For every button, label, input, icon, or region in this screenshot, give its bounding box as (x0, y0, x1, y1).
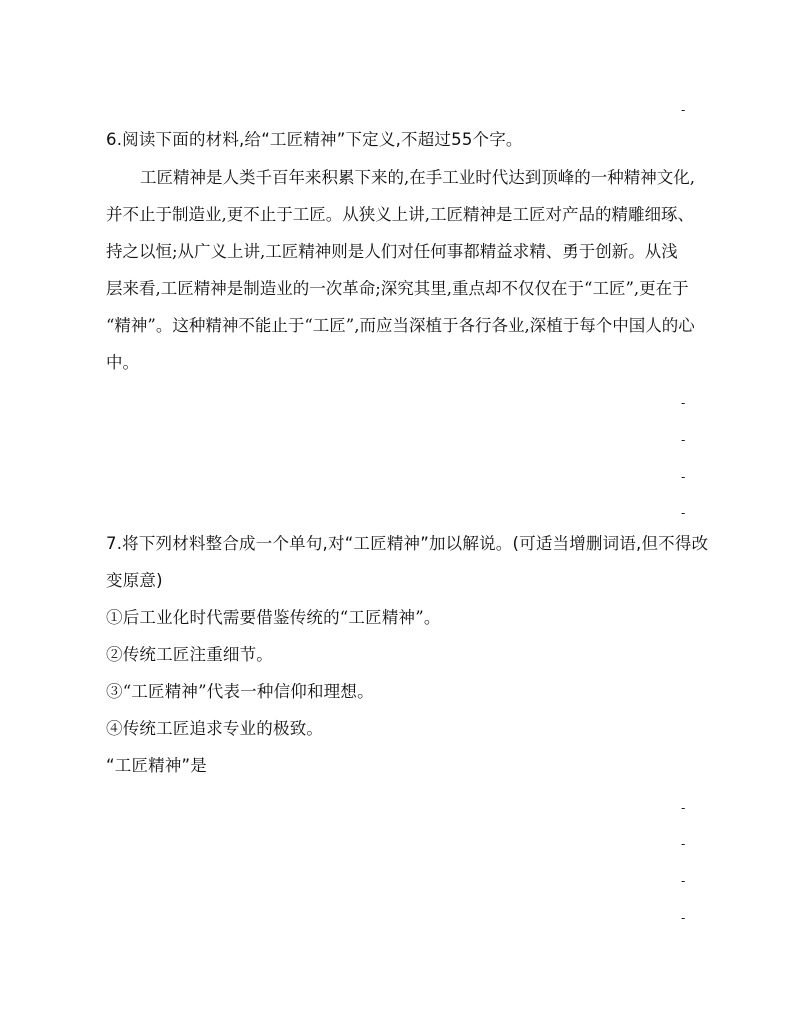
passage-line: 并不止于制造业,更不止于工匠。从狭义上讲,工匠精神是工匠对产品的精雕细琢、 (106, 205, 694, 224)
passage-line: 层来看,工匠精神是制造业的一次革命;深究其里,重点却不仅仅在于“工匠”,更在于 (106, 279, 689, 298)
passage-line: “精神”。这种精神不能止于“工匠”,而应当深植于各行各业,深植于每个中国人的心 (106, 316, 695, 335)
answer-line-marker: - (681, 911, 686, 926)
question-7-prompt-line1: 7.将下列材料整合成一个单句,对“工匠精神”加以解说。(可适当增删词语,但不得改 (106, 534, 709, 553)
answer-line-marker: - (681, 103, 686, 118)
answer-line-marker: - (681, 506, 686, 521)
answer-line-marker: - (681, 470, 686, 485)
question-6-prompt: 6.阅读下面的材料,给“工匠精神”下定义,不超过55个字。 (106, 130, 523, 149)
material-item-2: ②传统工匠注重细节。 (106, 645, 273, 664)
answer-stub: “工匠精神”是 (106, 756, 207, 775)
material-item-3: ③“工匠精神”代表一种信仰和理想。 (106, 682, 374, 701)
answer-line-marker: - (681, 433, 686, 448)
passage-line: 持之以恒;从广义上讲,工匠精神则是人们对任何事都精益求精、勇于创新。从浅 (106, 242, 678, 261)
material-item-4: ④传统工匠追求专业的极致。 (106, 719, 324, 738)
answer-line-marker: - (681, 837, 686, 852)
question-6-passage (106, 168, 696, 372)
answer-line-marker: - (681, 874, 686, 889)
answer-line-marker: - (681, 396, 686, 411)
question-7-prompt-line2: 变原意) (106, 571, 163, 590)
answer-line-marker: - (681, 801, 686, 816)
passage-line: 中。 (106, 353, 139, 372)
passage-line: 工匠精神是人类千百年来积累下来的,在手工业时代达到顶峰的一种精神文化, (140, 168, 695, 187)
material-item-1: ①后工业化时代需要借鉴传统的“工匠精神”。 (106, 608, 441, 627)
